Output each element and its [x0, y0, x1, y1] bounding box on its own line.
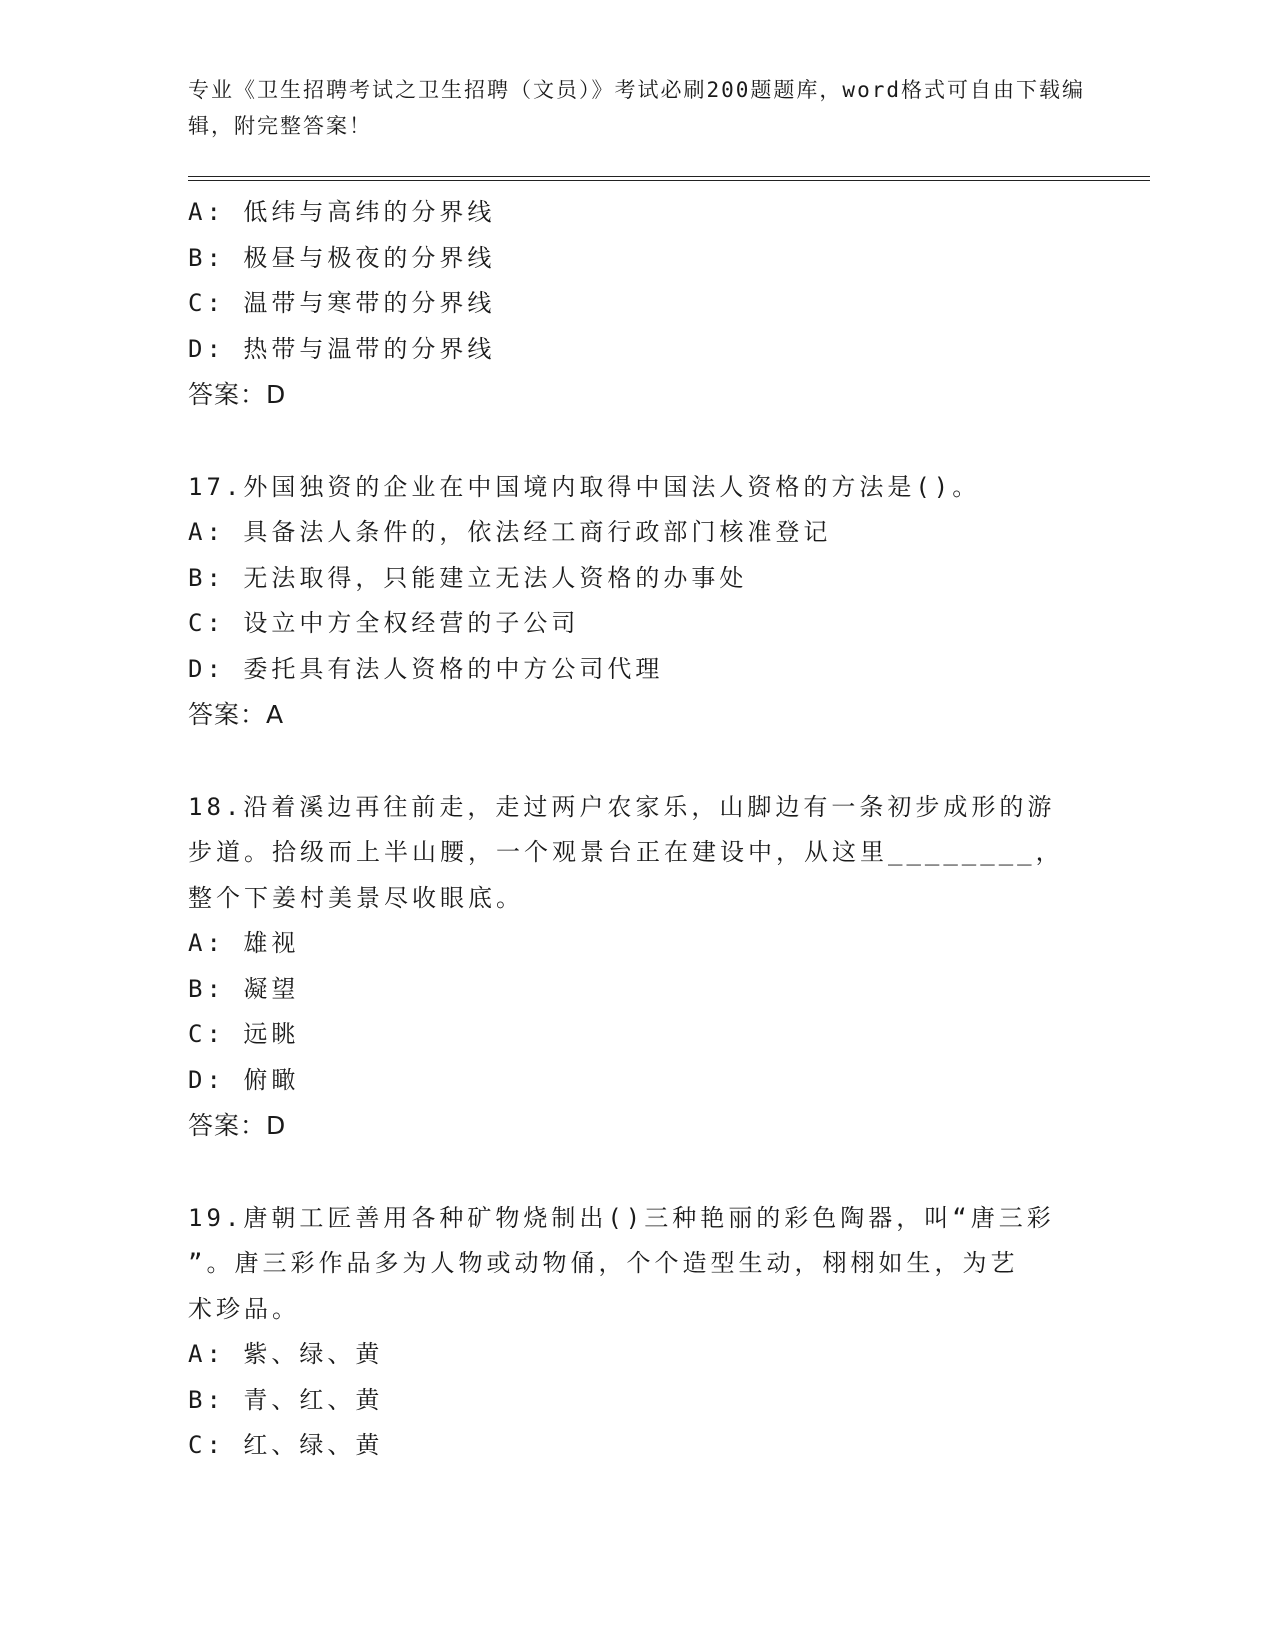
question-16 — [188, 190, 1088, 418]
option-a: A: 雄视 — [188, 929, 300, 957]
question-text-line: 18.沿着溪边再往前走，走过两户农家乐，山脚边有一条初步成形的游 — [188, 792, 1056, 821]
option-b: B: 无法取得，只能建立无法人资格的办事处 — [188, 563, 748, 592]
option-c: C: 远眺 — [188, 1020, 300, 1048]
question-17 — [188, 465, 1088, 738]
question-text-line: 术珍品。 — [188, 1294, 300, 1323]
question-list — [188, 190, 1088, 1469]
option-c: C: 红、绿、黄 — [188, 1431, 384, 1459]
answer-line: 答案：A — [188, 700, 285, 729]
question-text-line: ”。唐三彩作品多为人物或动物俑，个个造型生动，栩栩如生，为艺 — [188, 1249, 1019, 1277]
option-d: D: 热带与温带的分界线 — [188, 334, 496, 363]
header-divider — [188, 176, 1150, 181]
question-text-line: 19.唐朝工匠善用各种矿物烧制出()三种艳丽的彩色陶器，叫“唐三彩 — [188, 1203, 1055, 1232]
option-d: D: 俯瞰 — [188, 1065, 300, 1094]
question-18 — [188, 785, 1088, 1149]
option-b: B: 青、红、黄 — [188, 1385, 384, 1414]
question-text-line: 步道。拾级而上半山腰，一个观景台正在建设中，从这里________， — [188, 838, 1064, 866]
answer-line: 答案：D — [188, 1111, 287, 1140]
question-text-line: 17.外国独资的企业在中国境内取得中国法人资格的方法是()。 — [188, 472, 981, 501]
document-header: 专业《卫生招聘考试之卫生招聘（文员）》考试必刷200题题库，word格式可自由下载编辑，附完整答案！ — [188, 78, 1085, 138]
option-b: B: 极昼与极夜的分界线 — [188, 243, 496, 272]
question-19 — [188, 1196, 1088, 1469]
option-b: B: 凝望 — [188, 974, 300, 1003]
option-a: A: 具备法人条件的，依法经工商行政部门核准登记 — [188, 518, 832, 546]
question-text — [188, 785, 1088, 922]
question-text — [188, 465, 1088, 511]
option-d: D: 委托具有法人资格的中方公司代理 — [188, 654, 664, 683]
option-a: A: 紫、绿、黄 — [188, 1340, 384, 1368]
question-text-line: 整个下姜村美景尽收眼底。 — [188, 883, 524, 912]
answer-line: 答案：D — [188, 380, 287, 409]
option-a: A: 低纬与高纬的分界线 — [188, 198, 496, 226]
option-c: C: 温带与寒带的分界线 — [188, 289, 496, 317]
option-c: C: 设立中方全权经营的子公司 — [188, 609, 580, 637]
question-text — [188, 1196, 1088, 1333]
